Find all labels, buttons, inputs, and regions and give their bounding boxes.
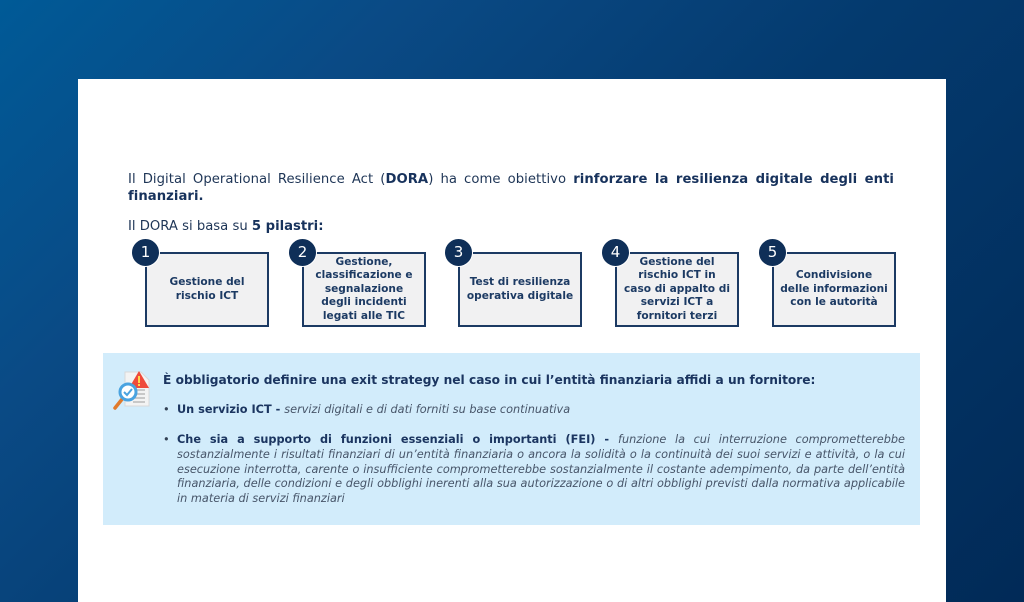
- pillar-number-badge: 5: [758, 238, 787, 267]
- bullet-lead: Un servizio ICT -: [177, 403, 285, 416]
- pillars-heading-prefix: Il DORA si basa su: [128, 219, 252, 234]
- pillar-number-badge: 4: [601, 238, 630, 267]
- pillar-number-badge: 3: [444, 238, 473, 267]
- pillar-card-3: [453, 243, 582, 327]
- intro-paragraph: [128, 171, 894, 205]
- bullet-ict-service: [163, 403, 905, 418]
- pillar-label: Gestione, classificazione e segnalazione degli incidenti legati alle TIC: [315, 255, 413, 322]
- intro-acronym: DORA: [385, 172, 429, 187]
- bullet-fei: [163, 433, 905, 507]
- pillar-card-5: [767, 243, 896, 327]
- pillar-card-4: [610, 243, 739, 327]
- pillars-heading-bold: 5 pilastri:: [251, 219, 324, 234]
- pillar-number-badge: 1: [131, 238, 160, 267]
- intro-text-2: ) ha come obiettivo: [428, 172, 574, 187]
- intro-text-1: Il Digital Operational Resilience Act (: [128, 172, 386, 187]
- pillar-label: Test di resilienza operativa digitale: [466, 276, 574, 302]
- pillar-number-badge: 2: [288, 238, 317, 267]
- bullet-lead: Che sia a supporto di funzioni essenziali o importanti (FEI) -: [177, 433, 618, 446]
- pillar-label: Condivisione delle informazioni con le autorità: [780, 269, 888, 309]
- bullet-description: servizi digitali e di dati forniti su base continuativa: [284, 403, 571, 416]
- pillar-card-2: [297, 243, 426, 327]
- pillar-label: Gestione del rischio ICT: [169, 276, 245, 302]
- exit-strategy-info-box: [103, 353, 920, 525]
- intro-highlight: rinforzare la resilienza digitale degli enti finanziari.: [128, 172, 894, 204]
- pillar-card-1: [140, 243, 269, 327]
- pillar-label: Gestione del rischio ICT in caso di appalto di servizi ICT a fornitori terzi: [624, 255, 730, 322]
- content-panel: [78, 79, 946, 602]
- document-warning-magnifier-icon: [111, 368, 155, 412]
- bullet-description: funzione la cui interruzione comprometterebbe sostanzialmente i risultati finanziari di un’entità finanziaria o ancora la solidità o la continuità dei suoi servizi e attività, o la cui esecuzione interrotta, carente o insufficiente comprometterebbe sostanzialmente il costante adempimento, da parte dell’entità finanziaria, delle condizioni e degli obblighi inerenti alla sua autorizzazione o di altri obblighi previsti dalla normativa applicabile in materia di servizi finanziari: [177, 433, 905, 506]
- pillars-heading: [128, 219, 323, 234]
- info-title: È obbligatorio definire una exit strategy nel caso in cui l’entità finanziaria affidi a un fornitore:: [163, 373, 816, 387]
